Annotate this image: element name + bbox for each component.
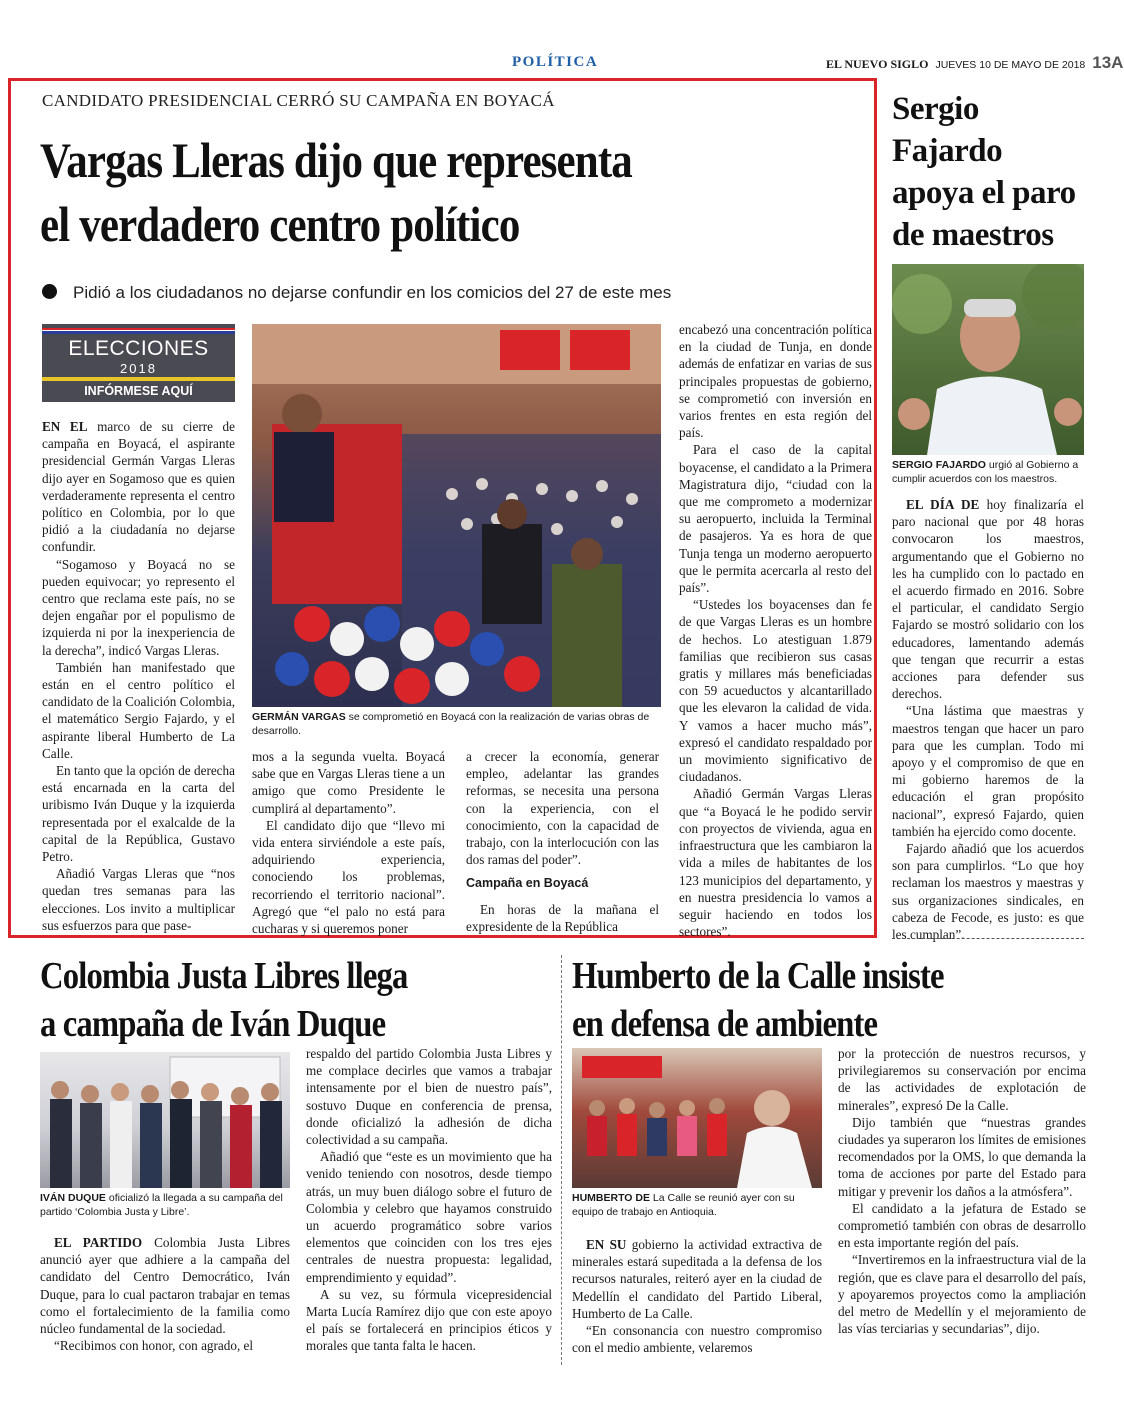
calle-headline-line1: Humberto de la Calle insiste xyxy=(572,955,944,997)
lead-headline xyxy=(40,128,632,256)
badge-stripes xyxy=(42,328,235,334)
paper-name: EL NUEVO SIGLO xyxy=(826,57,929,71)
section-label: POLÍTICA xyxy=(512,54,599,70)
calle-col2-paragraph-3: El candidato a la jefatura de Estado se comprometió también con obras de desarrollo en esta importante región del país. xyxy=(838,1200,1086,1251)
calle-paragraph-2: “En consonancia con nuestro compromiso con el medio ambiente, velaremos xyxy=(572,1323,822,1356)
sidebar-headline-line2: Fajardo xyxy=(892,133,1003,169)
bottom-column-divider xyxy=(561,955,562,1365)
calle-caption-name: HUMBERTO DE xyxy=(572,1192,650,1204)
lead-caption-text: se comprometió en Boyacá con la realización de varias obras de desarrollo. xyxy=(252,711,650,737)
lead-col4-paragraph-1: encabezó una concentración política en la ciudad de Tunja, en donde además de enfatizar en varias de sus principales propuestas de gobierno, se comprometió con inversión en varios frentes en esta región del país. xyxy=(679,322,872,441)
calle-headline-line2: en defensa de ambiente xyxy=(572,1003,878,1045)
lead-paragraph-2: “Sogamoso y Boyacá no se pueden equivocar; yo represento el centro que reclama este país, no se dejen engañar por el populismo de izquierda ni por la inexperiencia de la derecha”, indicó Vargas Lleras. xyxy=(42,556,235,658)
lead-col3-subhead: Campaña en Boyacá xyxy=(466,876,589,891)
badge-cta: INFÓRMESE AQUÍ xyxy=(84,384,193,398)
sidebar-photo xyxy=(892,264,1084,455)
sidebar-body xyxy=(892,496,1084,943)
sidebar-lead-in: EL DÍA DE xyxy=(906,497,980,512)
lead-col2-paragraph-1: mos a la segunda vuelta. Boyacá sabe que en Vargas Lleras tiene a un amigo que como Presidente le cumplirá al departamento”. xyxy=(252,749,445,816)
duque-column-2 xyxy=(306,1045,552,1355)
sidebar-caption-name: SERGIO FAJARDO xyxy=(892,459,986,471)
sidebar-divider xyxy=(892,938,1084,939)
duque-column-1 xyxy=(40,1234,290,1354)
lead-lead-in: EN EL xyxy=(42,419,88,434)
lead-col3-paragraph-1: a crecer la economía, generar empleo, adelantar las grandes reformas, se necesita una persona con la experiencia, con el conocimiento, con la capacidad de trabajo, con la interlocución con las dos ramas del poder”. xyxy=(466,749,659,868)
sidebar-headline-line1: Sergio xyxy=(892,91,979,127)
calle-headline xyxy=(572,952,944,1048)
calle-lead-in: EN SU xyxy=(586,1237,627,1252)
duque-photo-caption xyxy=(40,1191,290,1219)
duque-photo xyxy=(40,1052,290,1188)
badge-year: 2018 xyxy=(120,361,157,376)
lead-column-2 xyxy=(252,748,445,937)
duque-col2-paragraph-2: Añadió que “este es un movimiento que ha venido teniendo con nosotros, desde tiempo atrás, un muy buen diálogo sobre el futuro de Colombia y celebro que hayamos construido un acuerdo programático sobre varios elementos que coinciden con los tres ejes centrales de nuestra propuesta: legalidad, emprendimiento y equidad”. xyxy=(306,1149,552,1285)
badge-accent-bar xyxy=(42,377,235,381)
sidebar-paragraph-3: Fajardo añadió que los acuerdos son para cumplirlos. “Lo que hoy reclaman los maestros y maestras y sus organizaciones sindicales, en cabeza de Fecode, es justo: es que les cumplan”. xyxy=(892,841,1084,943)
calle-meeting-illustration xyxy=(572,1048,822,1188)
calle-col2-paragraph-4: “Invertiremos en la infraestructura vial de la región, que es clave para el desarrollo del país, y apoyaremos proyectos como la ampliación del metro de Medellín y el mejoramiento de las vías terciarias y secundarias”, dijo. xyxy=(838,1252,1086,1337)
duque-col2-paragraph-3: A su vez, su fórmula vicepresidencial Marta Lucía Ramírez dijo que con este apoyo el país se fortalecerá en principios éticos y morales que tanta falta le hacen. xyxy=(306,1286,552,1354)
lead-paragraph-5: Añadió Vargas Lleras que “nos quedan tres semanas para las elecciones. Los invito a multiplicar sus esfuerzos para que pase- xyxy=(42,866,235,933)
lead-column-3 xyxy=(466,748,659,935)
sidebar-headline xyxy=(892,88,1076,256)
lead-col4-paragraph-4: Añadió Germán Vargas Lleras que “a Boyacá le he podido servir con proyectos de vivienda, agua en infraestructura que les cambiaron la vida a miles de habitantes de los 123 municipios del departamento, y en nuestra presidencia lo vamos a seguir haciendo en todos los sectores”. xyxy=(679,786,872,940)
sidebar-paragraph-2: “Una lástima que maestras y maestros tengan que hacer un paro para que les cumplan. Todo mi apoyo y el compromiso de que en mi gobierno haremos de la educación el gran propósito nacional”, expresó Fajardo, quien también ha ejercido como docente. xyxy=(892,703,1084,839)
badge-title: ELECCIONES xyxy=(68,337,209,360)
calle-photo xyxy=(572,1048,822,1188)
duque-caption-name: IVÁN DUQUE xyxy=(40,1192,106,1204)
campaign-banner-2 xyxy=(570,330,630,370)
lead-paragraph-3: También han manifestado que están en el centro político el candidato de la Coalición Colombia, el matemático Sergio Fajardo, y el aspirante liberal Humberto de La Calle. xyxy=(42,659,236,761)
calle-paragraph-1 xyxy=(572,1236,822,1322)
duque-headline-line1: Colombia Justa Libres llega xyxy=(40,955,408,997)
lead-column-1 xyxy=(42,418,235,934)
duque-headline xyxy=(40,952,407,1048)
lead-headline-line2: el verdadero centro político xyxy=(40,196,520,252)
duque-paragraph-1 xyxy=(40,1234,290,1337)
fajardo-illustration xyxy=(892,264,1084,455)
lead-subhead xyxy=(42,283,671,303)
duque-col2-paragraph-1: respaldo del partido Colombia Justa Libres y me complace decirles que vamos a trabajar intensamente por el bien de nuestro país”, sostuvo Duque en conferencia de prensa, donde oficializó la adhesión de dicha colectividad a su campaña. xyxy=(306,1046,552,1148)
duque-headline-line2: a campaña de Iván Duque xyxy=(40,1003,386,1045)
lead-photo xyxy=(252,324,661,707)
duque-paragraph-2: “Recibimos con honor, con agrado, el xyxy=(54,1338,254,1354)
elections-badge[interactable] xyxy=(42,324,235,402)
lead-column-4 xyxy=(679,321,872,940)
police-officer xyxy=(552,564,622,707)
lead-col3-paragraph-2: En horas de la mañana el expresidente de la República xyxy=(466,901,659,934)
bullet-icon xyxy=(42,284,57,299)
crowd-illustration xyxy=(252,324,661,707)
calle-photo-caption xyxy=(572,1191,822,1219)
lead-p1-text: marco de su cierre de campaña en Boyacá, el aspirante presidencial Germán Vargas Lleras dijo ayer en Sogamoso que es quien verdaderamente representa el centro político en Colombia, por lo que pidió a la ciudadanía no dejarse confundir. xyxy=(42,419,235,555)
calle-col2-paragraph-1: por la protección de nuestros recursos, y privilegiaremos su conservación por encima de las actividades de explotación de minerales”, expresó De la Calle. xyxy=(838,1046,1086,1113)
duque-group-illustration xyxy=(40,1052,290,1188)
lead-photo-caption xyxy=(252,710,661,738)
lead-paragraph-4: En tanto que la opción de derecha está encarnada en la carta del uribismo Iván Duque y la izquierda representada por el exalcalde de la capital de la República, Gustavo Petro. xyxy=(42,763,235,865)
lead-kicker: CANDIDATO PRESIDENCIAL CERRÓ SU CAMPAÑA EN BOYACÁ xyxy=(42,91,555,110)
sidebar-p1-text: hoy finalizaría el paro nacional que por 48 horas convocaron los maestros, argumentando que el Gobierno no les ha cumplido con lo pactado en el acuerdo firmado en 2016. Sobre el particular, el candidato Sergio Fajardo se mostró solidario con los educadores, lamentando además que tengan que recurrir a estas acciones para defender sus derechos. xyxy=(892,497,1084,702)
sidebar-photo-caption xyxy=(892,458,1084,486)
calle-column-2 xyxy=(838,1045,1086,1337)
lead-caption-name: GERMÁN VARGAS xyxy=(252,711,346,723)
lead-col4-paragraph-3: “Ustedes los boyacenses dan fe de que Vargas Lleras es un hombre de hechos. Lo atestiguan 1.879 familias que recibieron sus casas gratis y millares más beneficiadas con 59 acueductos y alcantarillado que les elevaron la calidad de vida. Y vamos a hacer mucho más”, expresó el candidato respaldado por un movimiento significativo de ciudadanos. xyxy=(679,597,872,785)
lead-headline-line1: Vargas Lleras dijo que representa xyxy=(40,132,632,188)
lead-subhead-text: Pidió a los ciudadanos no dejarse confundir en los comicios del 27 de este mes xyxy=(73,283,672,302)
duque-lead-in: EL PARTIDO xyxy=(54,1235,143,1250)
lead-col2-paragraph-2: El candidato dijo que “llevo mi vida entera sirviéndole a este país, adquiriendo experiencia, conociendo los problemas, recorriendo el territorio nacional”. Agregó que “el palo no está para cucharas y si queremos poner xyxy=(252,817,445,937)
duque-p1-text: Colombia Justa Libres anunció ayer que adhiere a la campaña del candidato del Centro Democrático, Iván Duque, para lo cual pactaron trabajar en temas como el fortalecimiento de la familia como núcleo fundamental de la sociedad. xyxy=(40,1235,290,1337)
calle-col2-paragraph-2: Dijo también que “nuestras grandes ciudades ya superaron los límites de emisiones recomendados por la OMS, lo que demanda la toma de acciones por parte del Estado para mitigar y prevenir los daños a la atmósfera”. xyxy=(838,1114,1086,1199)
calle-column-1 xyxy=(572,1236,822,1356)
campaign-banner-1 xyxy=(500,330,560,370)
calle-p1-text: gobierno la actividad extractiva de minerales estará supeditada a la defensa de los recursos naturales, reiteró ayer en la ciudad de Medellín el candidato del Partido Liberal, Humberto de La Calle. xyxy=(572,1237,822,1321)
lead-col4-paragraph-2: Para el caso de la capital boyacense, el candidato a la Primera Magistratura dijo, “ciudad con la que me comprometo a modernizar su aeropuerto, incluida la Terminal de pasajeros. Ya es hora de que Tunja tenga un moderno aeropuerto que le permita acercarla al resto del país”. xyxy=(679,442,872,596)
lead-paragraph-1 xyxy=(42,418,235,556)
sidebar-headline-line4: de maestros xyxy=(892,217,1054,253)
sidebar-paragraph-1 xyxy=(892,496,1084,702)
sidebar-caption-text: urgió al Gobierno a cumplir acuerdos con los maestros. xyxy=(892,459,1079,485)
sidebar-headline-line3: apoya el paro xyxy=(892,175,1076,211)
page-number: 13A xyxy=(1092,53,1124,72)
calle-caption-text: La Calle se reunió ayer con su equipo de trabajo en Antioquia. xyxy=(572,1192,795,1218)
duque-caption-text: oficializó la llegada a su campaña del partido ‘Colombia Justa y Libre’. xyxy=(40,1192,283,1218)
masthead xyxy=(826,53,1123,73)
issue-date: JUEVES 10 DE MAYO DE 2018 xyxy=(935,59,1086,71)
